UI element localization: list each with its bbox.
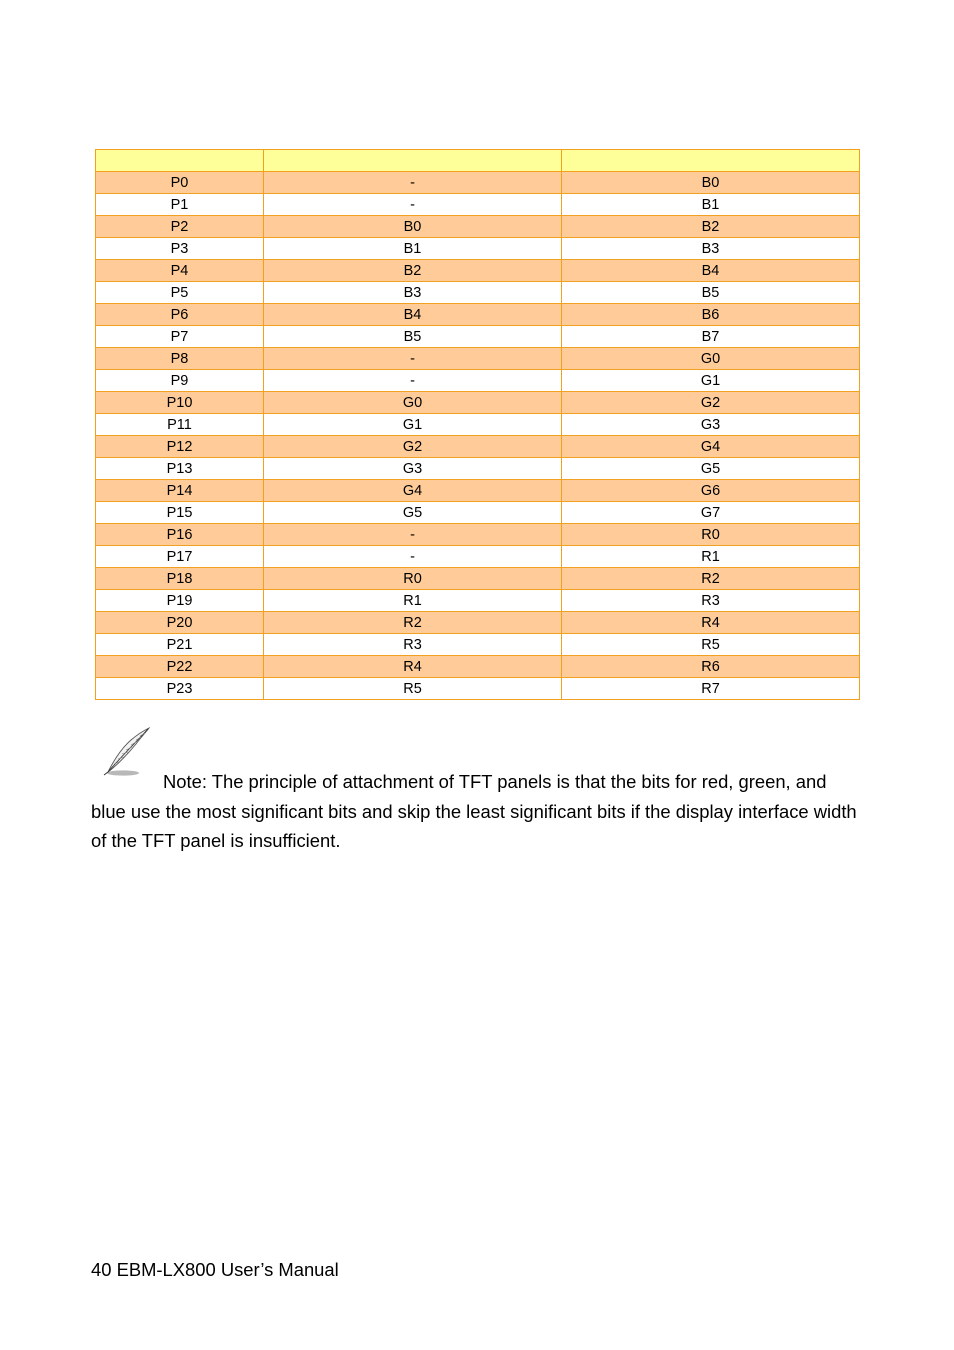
table-row bbox=[96, 546, 860, 568]
pin-cell: P4 bbox=[96, 260, 264, 282]
note-paragraph bbox=[91, 767, 863, 856]
table-row bbox=[96, 326, 860, 348]
bit-cell-b: B1 bbox=[562, 194, 860, 216]
table-row bbox=[96, 458, 860, 480]
pin-cell: P2 bbox=[96, 216, 264, 238]
table-row bbox=[96, 524, 860, 546]
bit-cell-a: B4 bbox=[264, 304, 562, 326]
bit-cell-b: R7 bbox=[562, 678, 860, 700]
table-row bbox=[96, 436, 860, 458]
table-row bbox=[96, 392, 860, 414]
pin-cell: P3 bbox=[96, 238, 264, 260]
bit-cell-b: G7 bbox=[562, 502, 860, 524]
table-row bbox=[96, 172, 860, 194]
pin-cell: P6 bbox=[96, 304, 264, 326]
pin-cell: P0 bbox=[96, 172, 264, 194]
table-row bbox=[96, 414, 860, 436]
table-row bbox=[96, 612, 860, 634]
bit-cell-a: B1 bbox=[264, 238, 562, 260]
table-row bbox=[96, 656, 860, 678]
bit-cell-b: B0 bbox=[562, 172, 860, 194]
pin-cell: P20 bbox=[96, 612, 264, 634]
header-cell-1 bbox=[96, 150, 264, 172]
table-row bbox=[96, 634, 860, 656]
bit-cell-a: - bbox=[264, 370, 562, 392]
pin-cell: P1 bbox=[96, 194, 264, 216]
pin-cell: P9 bbox=[96, 370, 264, 392]
table-body bbox=[96, 172, 860, 700]
bit-cell-a: G3 bbox=[264, 458, 562, 480]
bit-cell-a: - bbox=[264, 194, 562, 216]
bit-cell-a: R5 bbox=[264, 678, 562, 700]
table-row bbox=[96, 238, 860, 260]
pin-cell: P7 bbox=[96, 326, 264, 348]
bit-cell-b: G2 bbox=[562, 392, 860, 414]
bit-cell-b: R5 bbox=[562, 634, 860, 656]
table-row bbox=[96, 216, 860, 238]
table-header-row bbox=[96, 150, 860, 172]
page-footer: 40 EBM-LX800 User’s Manual bbox=[91, 1259, 339, 1280]
pin-cell: P19 bbox=[96, 590, 264, 612]
pin-cell: P12 bbox=[96, 436, 264, 458]
bit-cell-a: B5 bbox=[264, 326, 562, 348]
bit-cell-b: B7 bbox=[562, 326, 860, 348]
table-row bbox=[96, 260, 860, 282]
pin-cell: P23 bbox=[96, 678, 264, 700]
pin-cell: P11 bbox=[96, 414, 264, 436]
bit-cell-b: R0 bbox=[562, 524, 860, 546]
bit-cell-b: G0 bbox=[562, 348, 860, 370]
bit-cell-a: R1 bbox=[264, 590, 562, 612]
bit-cell-b: B6 bbox=[562, 304, 860, 326]
bit-cell-b: B3 bbox=[562, 238, 860, 260]
table-row bbox=[96, 568, 860, 590]
pin-cell: P17 bbox=[96, 546, 264, 568]
bit-cell-b: B4 bbox=[562, 260, 860, 282]
table-row bbox=[96, 304, 860, 326]
bit-cell-b: G4 bbox=[562, 436, 860, 458]
bit-cell-b: R6 bbox=[562, 656, 860, 678]
bit-cell-b: G3 bbox=[562, 414, 860, 436]
bit-cell-b: B5 bbox=[562, 282, 860, 304]
bit-cell-a: B2 bbox=[264, 260, 562, 282]
table-row bbox=[96, 282, 860, 304]
pin-cell: P5 bbox=[96, 282, 264, 304]
bit-cell-b: G5 bbox=[562, 458, 860, 480]
bit-cell-b: B2 bbox=[562, 216, 860, 238]
pin-cell: P22 bbox=[96, 656, 264, 678]
pin-cell: P15 bbox=[96, 502, 264, 524]
pin-cell: P10 bbox=[96, 392, 264, 414]
bit-cell-a: G2 bbox=[264, 436, 562, 458]
table-row bbox=[96, 480, 860, 502]
pin-mapping-table bbox=[95, 149, 860, 700]
bit-cell-a: G0 bbox=[264, 392, 562, 414]
header-cell-2 bbox=[264, 150, 562, 172]
bit-cell-a: B0 bbox=[264, 216, 562, 238]
pin-cell: P13 bbox=[96, 458, 264, 480]
bit-cell-a: - bbox=[264, 524, 562, 546]
table-row bbox=[96, 348, 860, 370]
bit-cell-a: - bbox=[264, 348, 562, 370]
pin-cell: P18 bbox=[96, 568, 264, 590]
bit-cell-b: G6 bbox=[562, 480, 860, 502]
bit-cell-a: G4 bbox=[264, 480, 562, 502]
bit-cell-a: G5 bbox=[264, 502, 562, 524]
bit-cell-a: R2 bbox=[264, 612, 562, 634]
note-text: Note: The principle of attachment of TFT panels is that the bits for red, green, and blue use the most significant bits and skip the least significant bits if the display interface width of the TFT panel is insufficient. bbox=[91, 771, 857, 851]
bit-cell-a: R4 bbox=[264, 656, 562, 678]
table-row bbox=[96, 590, 860, 612]
pin-cell: P8 bbox=[96, 348, 264, 370]
table-row bbox=[96, 502, 860, 524]
bit-cell-a: - bbox=[264, 546, 562, 568]
pin-cell: P16 bbox=[96, 524, 264, 546]
bit-cell-b: R1 bbox=[562, 546, 860, 568]
bit-cell-a: R0 bbox=[264, 568, 562, 590]
pin-cell: P21 bbox=[96, 634, 264, 656]
bit-cell-a: B3 bbox=[264, 282, 562, 304]
header-cell-3 bbox=[562, 150, 860, 172]
pin-cell: P14 bbox=[96, 480, 264, 502]
bit-cell-a: - bbox=[264, 172, 562, 194]
table-row bbox=[96, 678, 860, 700]
bit-cell-b: R3 bbox=[562, 590, 860, 612]
table-row bbox=[96, 194, 860, 216]
bit-cell-a: G1 bbox=[264, 414, 562, 436]
bit-cell-a: R3 bbox=[264, 634, 562, 656]
bit-cell-b: R2 bbox=[562, 568, 860, 590]
bit-cell-b: G1 bbox=[562, 370, 860, 392]
bit-cell-b: R4 bbox=[562, 612, 860, 634]
table-row bbox=[96, 370, 860, 392]
